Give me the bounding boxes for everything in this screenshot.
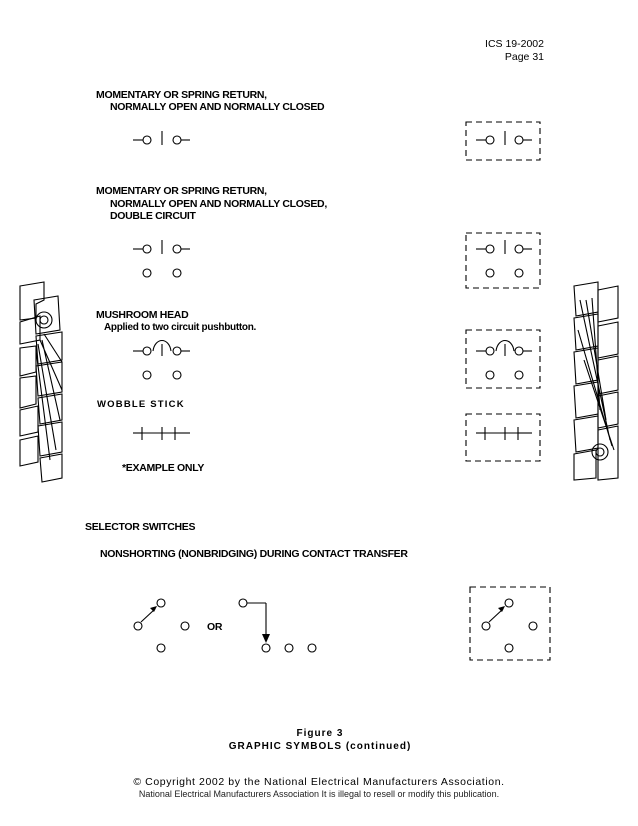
double-circuit-pushbutton-symbol xyxy=(133,240,190,277)
copyright-line: © Copyright 2002 by the National Electrical Manufacturers Association. xyxy=(133,776,505,788)
example-only-note: *EXAMPLE ONLY xyxy=(122,462,205,474)
document-number: ICS 19-2002 xyxy=(485,38,544,50)
selector-switch-arrow-symbol xyxy=(239,599,316,652)
mushroom-caption: MUSHROOM HEAD xyxy=(96,309,189,321)
or-label: OR xyxy=(207,621,223,633)
selector-switch-enclosed-symbol xyxy=(470,587,550,660)
double-circuit-caption-line2: NORMALLY OPEN AND NORMALLY CLOSED, xyxy=(110,198,327,210)
page-number: Page 31 xyxy=(504,51,544,63)
mushroom-head-symbol xyxy=(133,341,190,380)
momentary-caption-line2: NORMALLY OPEN AND NORMALLY CLOSED xyxy=(110,101,325,113)
right-nema-logo xyxy=(574,282,618,480)
double-circuit-caption-line3: DOUBLE CIRCUIT xyxy=(110,210,196,222)
wobble-stick-enclosed-symbol xyxy=(466,414,540,461)
mushroom-head-enclosed-symbol xyxy=(466,330,540,388)
momentary-pushbutton-symbol xyxy=(133,131,190,145)
figure-caption: GRAPHIC SYMBOLS (continued) xyxy=(228,741,412,752)
resale-notice: National Electrical Manufacturers Association It is illegal to resell or modify this publication. xyxy=(138,789,500,799)
momentary-caption-line1: MOMENTARY OR SPRING RETURN, xyxy=(96,89,267,101)
selector-switches-caption: SELECTOR SWITCHES xyxy=(85,521,196,533)
mushroom-note: Applied to two circuit pushbutton. xyxy=(104,322,257,333)
wobble-stick-symbol xyxy=(133,427,190,440)
left-nema-logo xyxy=(20,282,62,482)
double-circuit-pushbutton-enclosed-symbol xyxy=(466,233,540,288)
selector-subtitle: NONSHORTING (NONBRIDGING) DURING CONTACT TRANSFER xyxy=(100,548,408,560)
wobble-caption: WOBBLE STICK xyxy=(97,399,185,410)
double-circuit-caption-line1: MOMENTARY OR SPRING RETURN, xyxy=(96,185,267,197)
figure-number: Figure 3 xyxy=(296,728,344,739)
selector-switch-pointer-symbol xyxy=(134,599,189,652)
momentary-pushbutton-enclosed-symbol xyxy=(466,122,540,160)
